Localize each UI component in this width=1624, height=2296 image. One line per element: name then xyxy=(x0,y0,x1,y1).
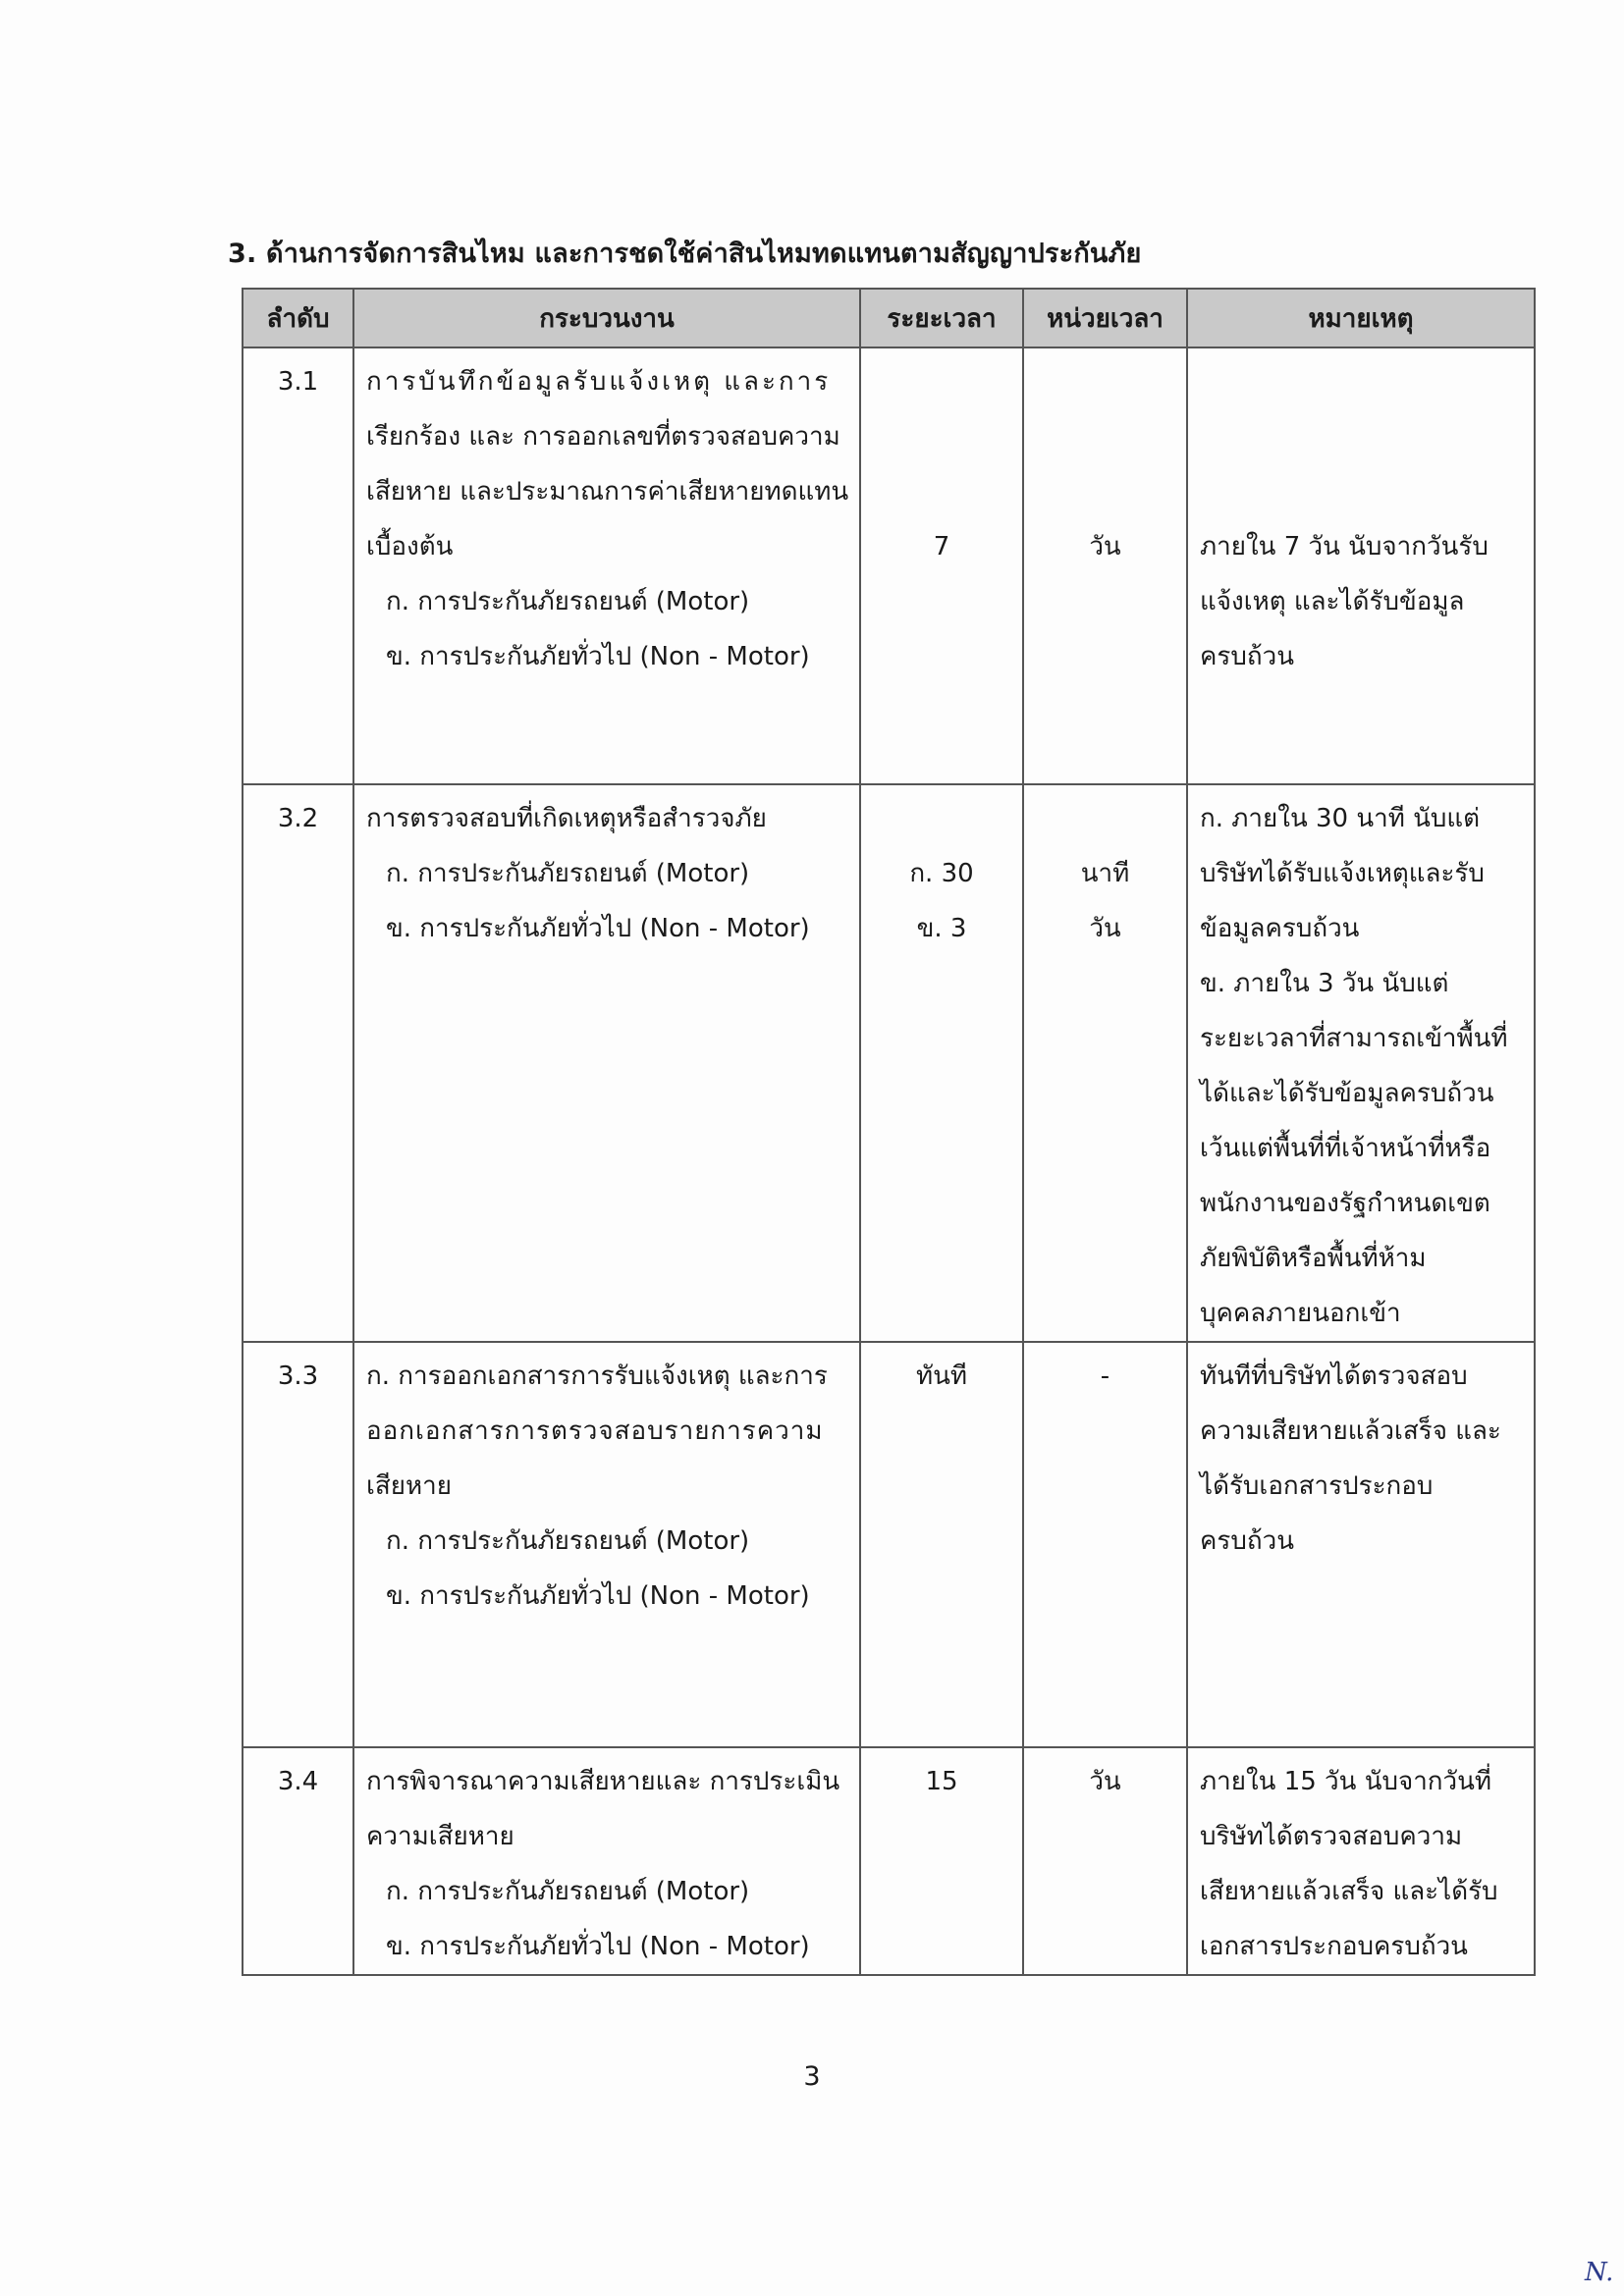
duration-cell xyxy=(860,1747,1023,1975)
duration-value: ก. 30 xyxy=(909,859,974,888)
process-line: เสียหาย xyxy=(366,1471,452,1501)
row-number-cell xyxy=(243,1342,353,1747)
duration-value: 15 xyxy=(925,1767,958,1796)
process-line: ก. การประกันภัยรถยนต์ (Motor) xyxy=(386,859,750,888)
unit-value: วัน xyxy=(1089,1767,1121,1796)
unit-value: วัน xyxy=(1089,532,1121,561)
remarks-line: ครบถ้วน xyxy=(1200,1526,1294,1556)
remarks-line: เว้นแต่พื้นที่ที่เจ้าหน้าที่หรือ xyxy=(1200,1134,1491,1163)
header-order: ลำดับ xyxy=(243,289,353,347)
process-line: ข. การประกันภัยทั่วไป (Non - Motor) xyxy=(386,914,810,943)
unit-cell xyxy=(1023,1747,1187,1975)
process-line: ข. การประกันภัยทั่วไป (Non - Motor) xyxy=(386,1581,810,1611)
remarks-line: ก. ภายใน 30 นาที นับแต่ xyxy=(1200,804,1481,833)
unit-value: - xyxy=(1100,1362,1110,1391)
table-row xyxy=(243,1342,1535,1747)
unit-value: นาที xyxy=(1080,859,1130,888)
row-number: 3.2 xyxy=(277,804,319,833)
remarks-line: ความเสียหายแล้วเสร็จ และ xyxy=(1200,1416,1501,1446)
remarks-line: พนักงานของรัฐกำหนดเขต xyxy=(1200,1189,1490,1218)
table-row xyxy=(243,784,1535,1342)
process-line: เบื้องต้น xyxy=(366,532,454,561)
header-time-unit: หน่วยเวลา xyxy=(1023,289,1187,347)
process-cell xyxy=(353,1342,860,1747)
process-line: ก. การประกันภัยรถยนต์ (Motor) xyxy=(386,587,750,616)
remarks-cell xyxy=(1187,1747,1535,1975)
remarks-line: ระยะเวลาที่สามารถเข้าพื้นที่ xyxy=(1200,1024,1508,1053)
remarks-line: ข. ภายใน 3 วัน นับแต่ xyxy=(1200,969,1449,998)
remarks-line: เสียหายแล้วเสร็จ และได้รับ xyxy=(1200,1877,1498,1906)
duration-cell xyxy=(860,1342,1023,1747)
duration-value: ทันที xyxy=(915,1362,968,1391)
row-number-cell xyxy=(243,1747,353,1975)
row-number-cell xyxy=(243,347,353,784)
process-line: ข. การประกันภัยทั่วไป (Non - Motor) xyxy=(386,1932,810,1961)
duration-cell xyxy=(860,347,1023,784)
process-cell xyxy=(353,784,860,1342)
unit-cell xyxy=(1023,347,1187,784)
remarks-line: ครบถ้วน xyxy=(1200,642,1294,671)
process-line: ความเสียหาย xyxy=(366,1822,514,1851)
process-line: การบันทึกข้อมูลรับแจ้งเหตุ และการ xyxy=(366,367,832,397)
remarks-line: ได้และได้รับข้อมูลครบถ้วน xyxy=(1200,1079,1494,1108)
header-process: กระบวนงาน xyxy=(353,289,860,347)
remarks-line: เอกสารประกอบครบถ้วน xyxy=(1200,1932,1468,1961)
remarks-line: บริษัทได้รับแจ้งเหตุและรับ xyxy=(1200,859,1485,888)
remarks-cell xyxy=(1187,784,1535,1342)
remarks-line: ข้อมูลครบถ้วน xyxy=(1200,914,1360,943)
process-line: เรียกร้อง และ การออกเลขที่ตรวจสอบความ xyxy=(366,422,840,452)
table-row xyxy=(243,347,1535,784)
process-line: ก. การออกเอกสารการรับแจ้งเหตุ และการ xyxy=(366,1362,828,1391)
process-line: ข. การประกันภัยทั่วไป (Non - Motor) xyxy=(386,642,810,671)
process-line: เสียหาย และประมาณการค่าเสียหายทดแทน xyxy=(366,477,849,507)
remarks-line: ภัยพิบัติหรือพื้นที่ห้าม xyxy=(1200,1244,1427,1273)
process-cell xyxy=(353,1747,860,1975)
process-line: ออกเอกสารการตรวจสอบรายการความ xyxy=(366,1416,824,1446)
duration-cell xyxy=(860,784,1023,1342)
remarks-line: ภายใน 7 วัน นับจากวันรับ xyxy=(1200,532,1489,561)
process-line: การพิจารณาความเสียหายและ การประเมิน xyxy=(366,1767,840,1796)
table-header-row xyxy=(243,289,1535,347)
unit-cell xyxy=(1023,1342,1187,1747)
remarks-line: ได้รับเอกสารประกอบ xyxy=(1200,1471,1434,1501)
remarks-line: แจ้งเหตุ และได้รับข้อมูล xyxy=(1200,587,1465,616)
initials-mark: N. xyxy=(1585,2258,1614,2287)
row-number: 3.1 xyxy=(277,367,319,397)
remarks-line: บุคคลภายนอกเข้า xyxy=(1200,1299,1401,1328)
remarks-cell xyxy=(1187,347,1535,784)
row-number: 3.4 xyxy=(277,1767,319,1796)
remarks-line: บริษัทได้ตรวจสอบความ xyxy=(1200,1822,1463,1851)
remarks-cell xyxy=(1187,1342,1535,1747)
process-table xyxy=(242,288,1536,1976)
table-row xyxy=(243,1747,1535,1975)
duration-value: ข. 3 xyxy=(916,914,967,943)
process-cell xyxy=(353,347,860,784)
unit-value: วัน xyxy=(1089,914,1121,943)
process-line: ก. การประกันภัยรถยนต์ (Motor) xyxy=(386,1526,750,1556)
header-remarks: หมายเหตุ xyxy=(1187,289,1535,347)
duration-value: 7 xyxy=(933,532,950,561)
unit-cell xyxy=(1023,784,1187,1342)
header-duration: ระยะเวลา xyxy=(860,289,1023,347)
process-line: การตรวจสอบที่เกิดเหตุหรือสำรวจภัย xyxy=(366,804,767,833)
process-line: ก. การประกันภัยรถยนต์ (Motor) xyxy=(386,1877,750,1906)
page-number: 3 xyxy=(803,2061,821,2092)
remarks-line: ทันทีที่บริษัทได้ตรวจสอบ xyxy=(1200,1362,1468,1391)
row-number: 3.3 xyxy=(277,1362,319,1391)
remarks-line: ภายใน 15 วัน นับจากวันที่ xyxy=(1200,1767,1492,1796)
section-title: 3. ด้านการจัดการสินไหม และการชดใช้ค่าสินไหมทดแทนตามสัญญาประกันภัย xyxy=(228,239,1142,269)
row-number-cell xyxy=(243,784,353,1342)
